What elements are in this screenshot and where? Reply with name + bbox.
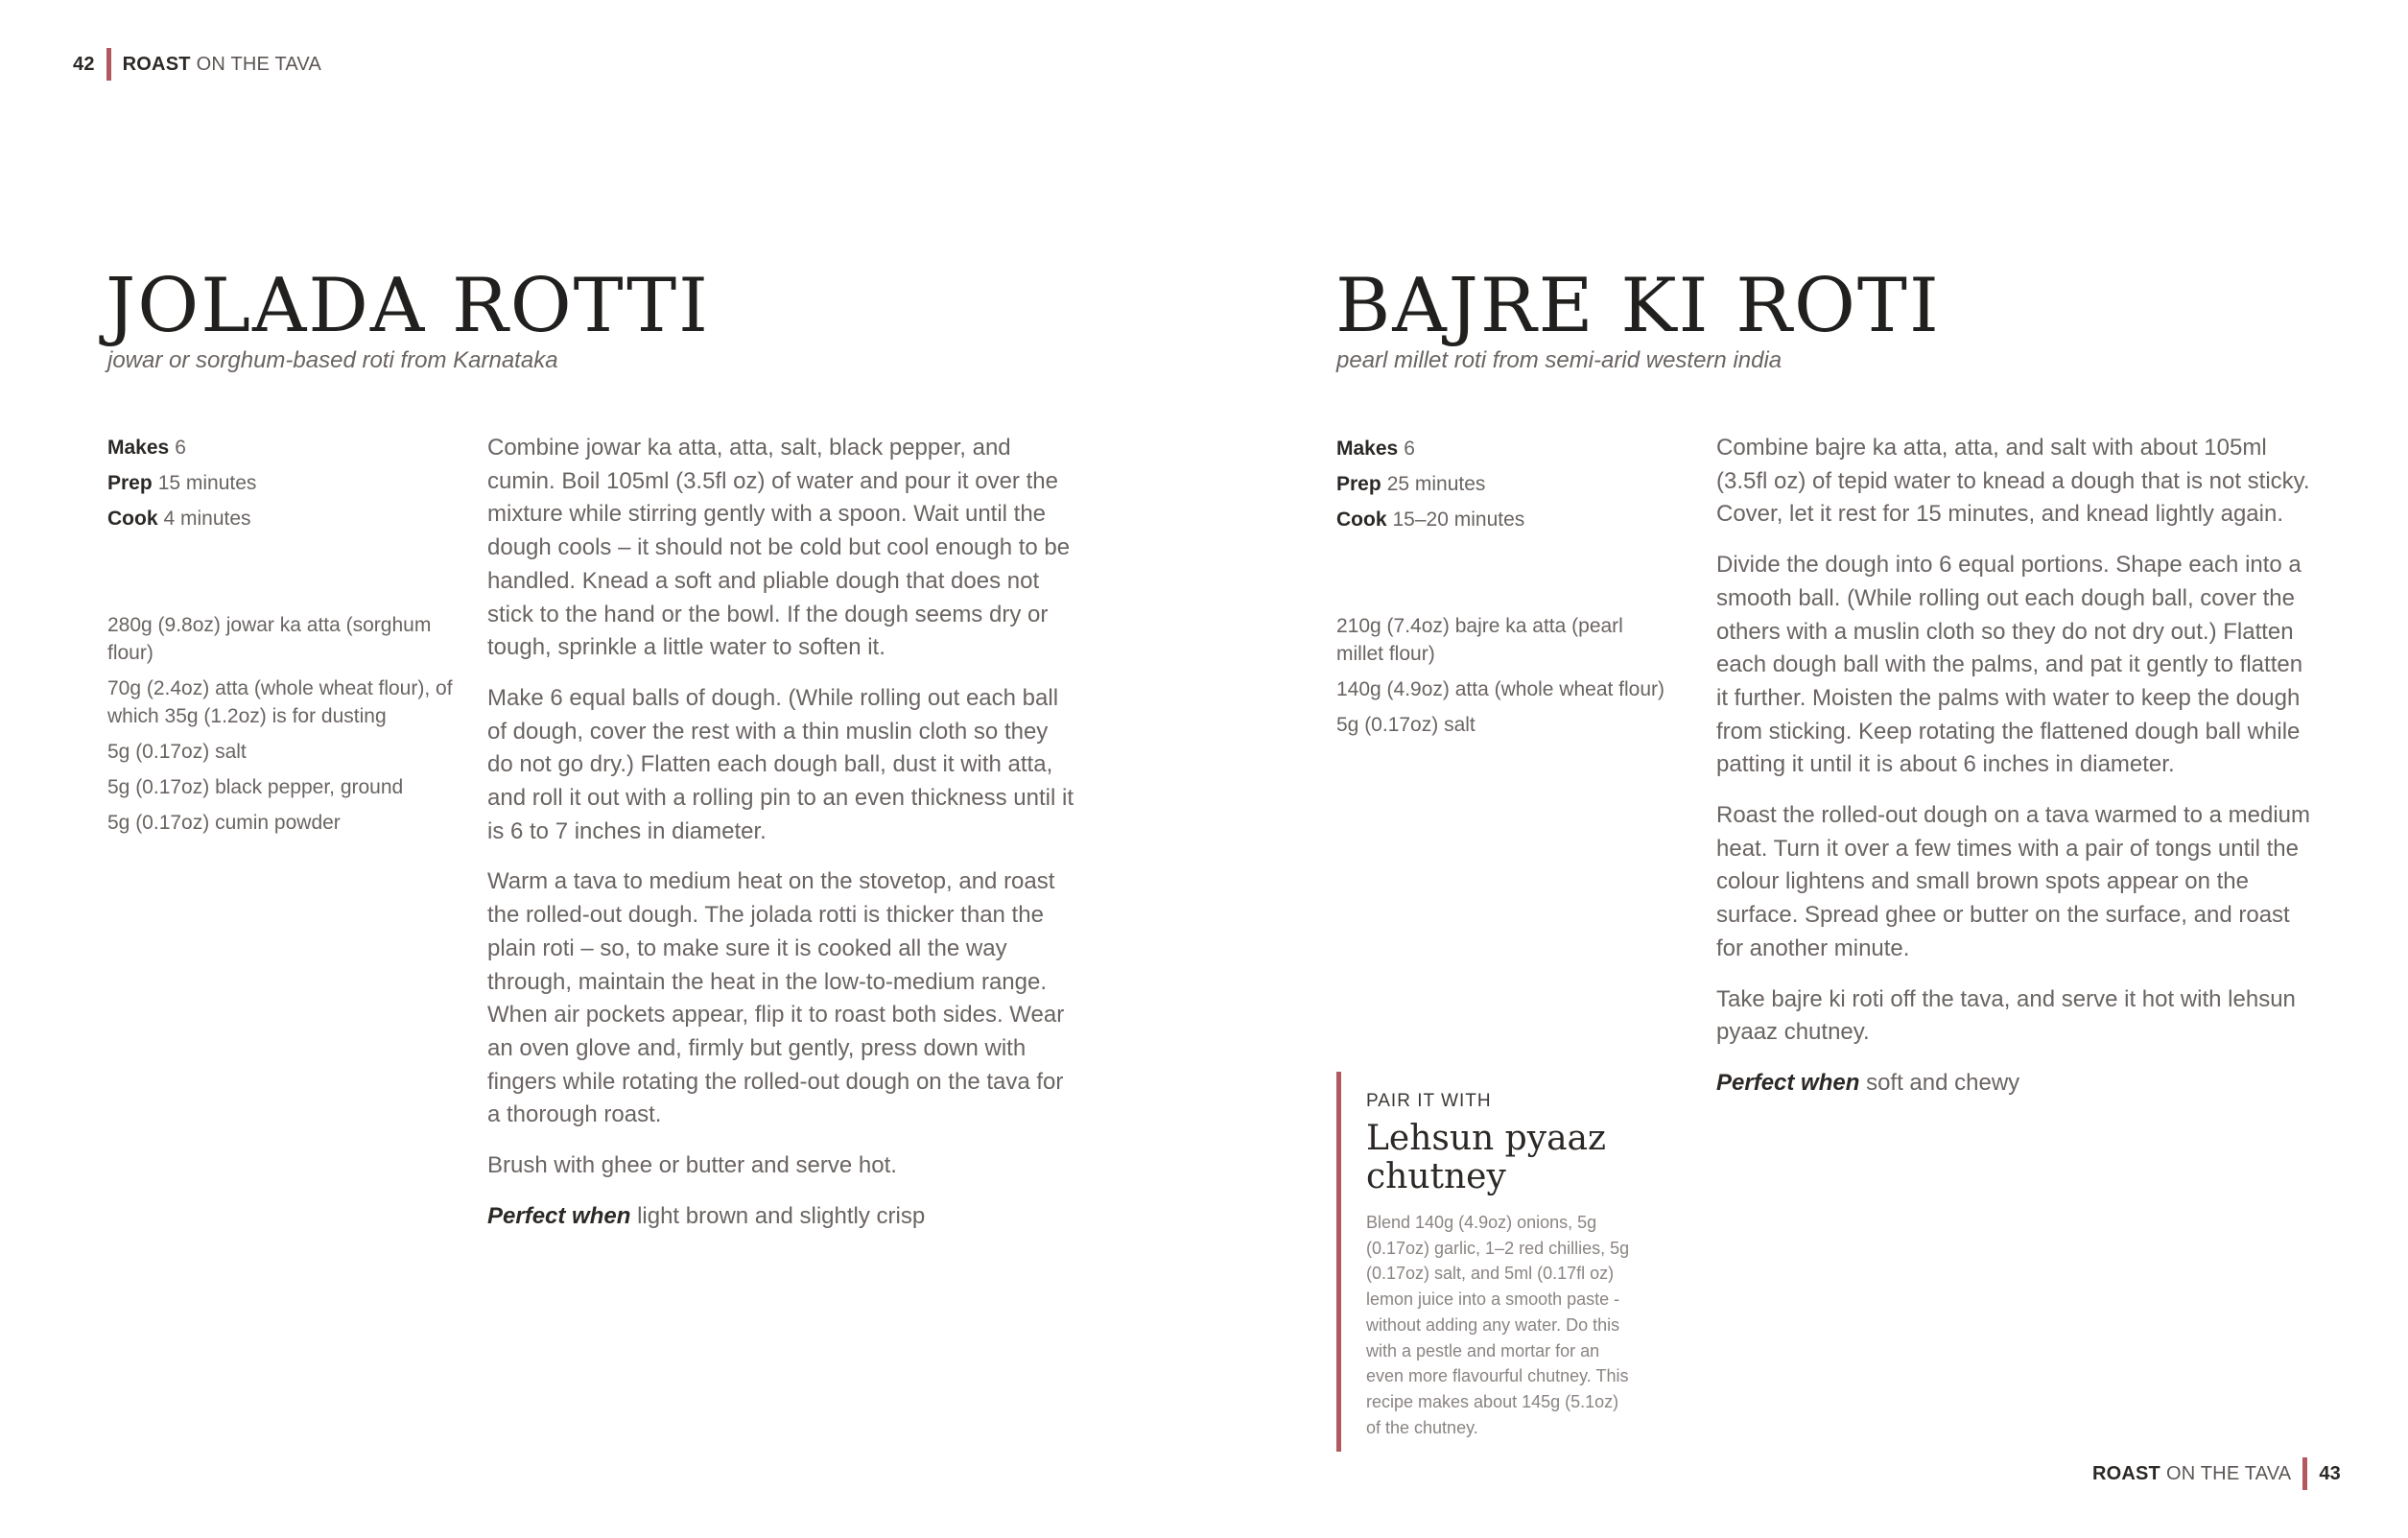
meta-prep: Prep 15 minutes <box>107 472 257 494</box>
ingredient-item: 280g (9.8oz) jowar ka atta (sorghum flour) <box>107 614 432 664</box>
method-jolada-rotti <box>487 432 1077 1250</box>
meta-makes: Makes 6 <box>107 437 186 459</box>
method-step: Make 6 equal balls of dough. (While rolling out each ball of dough, cover the rest with a thin muslin cloth so they do not go dry.) Flatten each dough ball, dust it with atta, and roll it out with a rolling pin to an even thickness until it is 6 to 7 inches in diameter. <box>487 684 1074 844</box>
footer-section: ROAST <box>2091 1462 2160 1484</box>
header-accent-bar <box>106 48 111 81</box>
recipe-meta-jolada-rotti <box>107 437 453 543</box>
method-step: Brush with ghee or butter and serve hot. <box>487 1152 897 1179</box>
ingredient-item: 5g (0.17oz) salt <box>1336 714 1475 736</box>
recipe-subtitle-jolada-rotti: jowar or sorghum-based roti from Karnataka <box>107 347 558 373</box>
running-footer-right <box>2092 1457 2341 1490</box>
pairing-label: PAIR IT WITH <box>1366 1091 1492 1111</box>
recipe-title-jolada-rotti: JOLADA ROTTI <box>106 263 710 349</box>
method-bajre-ki-roti <box>1716 432 2316 1118</box>
method-step: Divide the dough into 6 equal portions. Shape each into a smooth ball. (While rolling out each dough ball, cover the others with a muslin cloth so they do not dry out.) Flatten each dough ball with the palms, and pat it gently to flatten it further. Moisten the palms with water to keep the dough from sticking. Keep rotating the flattened dough ball while patting it until it is about 6 inches in diameter. <box>1716 552 2303 778</box>
perfect-when: Perfect when light brown and slightly crisp <box>487 1202 926 1229</box>
method-step: Combine bajre ka atta, atta, and salt with about 105ml (3.5fl oz) of tepid water to knead a dough that is not sticky. Cover, let it rest for 15 minutes, and knead lightly again. <box>1716 435 2310 528</box>
meta-cook: Cook 15–20 minutes <box>1336 509 1525 531</box>
running-header-left <box>73 48 321 81</box>
method-step: Roast the rolled-out dough on a tava warmed to a medium heat. Turn it over a few times with a pair of tongs until the colour lightens and small brown spots appear on the surface. Spread ghee or butter on the surface, and roast for another minute. <box>1716 802 2311 961</box>
header-section: ROAST <box>122 53 191 75</box>
meta-cook: Cook 4 minutes <box>107 508 251 530</box>
meta-makes: Makes 6 <box>1336 438 1415 460</box>
ingredient-item: 210g (7.4oz) bajre ka atta (pearl millet flour) <box>1336 615 1623 665</box>
method-step: Take bajre ki roti off the tava, and serve it hot with lehsun pyaaz chutney. <box>1716 985 2296 1046</box>
ingredient-item: 5g (0.17oz) black pepper, ground <box>107 776 404 798</box>
page-number-right: 43 <box>2319 1462 2341 1484</box>
perfect-when: Perfect when soft and chewy <box>1716 1069 2020 1096</box>
pairing-box <box>1336 1072 1635 1452</box>
method-step: Warm a tava to medium heat on the stovetop, and roast the rolled-out dough. The jolada rotti is thicker than the plain roti – so, to make sure it is cooked all the way through, maintain the heat in the low-to-medium range. When air pockets appear, flip it to roast both sides. Wear an oven glove and, firmly but gently, press down with fingers while rotating the rolled-out dough on the tava for a thorough roast. <box>487 868 1065 1128</box>
ingredient-list-bajre-ki-roti <box>1336 612 1682 746</box>
ingredient-item: 5g (0.17oz) salt <box>107 741 247 763</box>
meta-prep: Prep 25 minutes <box>1336 473 1486 495</box>
footer-subsection: ON THE TAVA <box>2165 1462 2292 1484</box>
recipe-subtitle-bajre-ki-roti: pearl millet roti from semi-arid western india <box>1336 347 1782 373</box>
page-number-left: 42 <box>73 53 95 75</box>
method-step: Combine jowar ka atta, atta, salt, black pepper, and cumin. Boil 105ml (3.5fl oz) of water and pour it over the mixture while stirring gently with a spoon. Wait until the dough cools – it should not be cold but cool enough to be handled. Knead a soft and pliable dough that does not stick to the hand or the bowl. If the dough seems dry or tough, sprinkle a little water to soften it. <box>487 435 1071 661</box>
pairing-text: Blend 140g (4.9oz) onions, 5g (0.17oz) garlic, 1–2 red chillies, 5g (0.17oz) salt, and 5ml (0.17fl oz) lemon juice into a smooth paste - without adding any water. Do this with a pestle and mortar for an even more flavourful chutney. This recipe makes about 145g (5.1oz) of the chutney. <box>1366 1213 1630 1437</box>
recipe-meta-bajre-ki-roti <box>1336 438 1682 544</box>
ingredient-item: 140g (4.9oz) atta (whole wheat flour) <box>1336 678 1665 700</box>
ingredient-item: 5g (0.17oz) cumin powder <box>107 812 341 834</box>
pairing-title: Lehsun pyaaz chutney <box>1366 1119 1606 1196</box>
recipe-title-bajre-ki-roti: BAJRE KI ROTI <box>1335 263 1941 349</box>
footer-accent-bar <box>2302 1457 2307 1490</box>
header-subsection: ON THE TAVA <box>196 53 322 75</box>
ingredient-list-jolada-rotti <box>107 611 453 844</box>
ingredient-item: 70g (2.4oz) atta (whole wheat flour), of which 35g (1.2oz) is for dusting <box>107 677 453 727</box>
